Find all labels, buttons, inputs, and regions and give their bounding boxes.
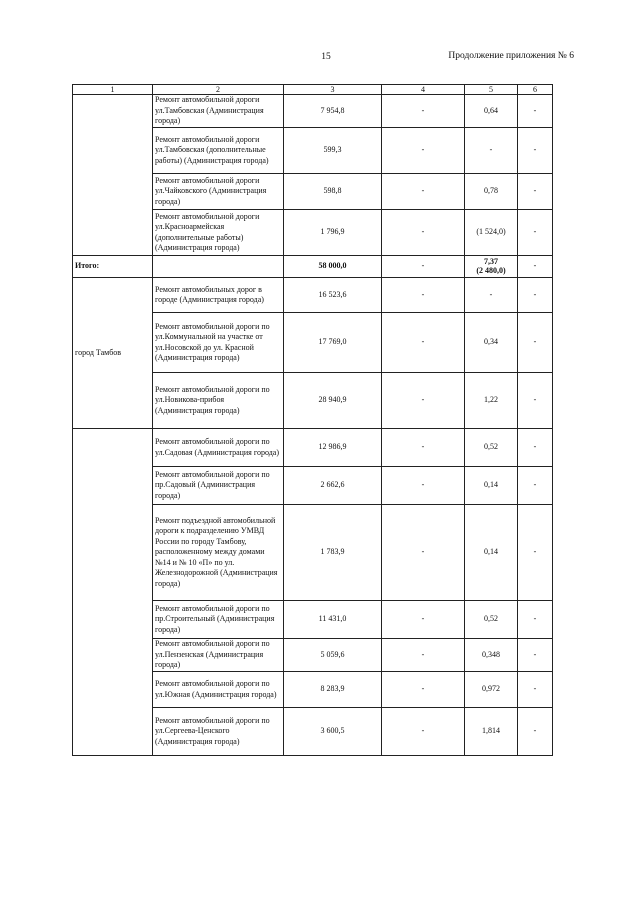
value-cell: 0,348 [465, 639, 518, 672]
value-cell: - [382, 708, 465, 756]
work-description: Ремонт автомобильной дороги ул.Тамбовская (Администрация города) [153, 95, 284, 128]
total-percent-line1: 7,37 [483, 256, 498, 266]
value-cell: - [518, 313, 553, 373]
city-cell: город Тамбов [73, 278, 153, 429]
amount-cell: 11 431,0 [284, 601, 382, 639]
value-cell: - [518, 373, 553, 429]
empty-cell [73, 95, 153, 256]
value-cell: - [382, 278, 465, 313]
value-cell: - [518, 95, 553, 128]
value-cell: - [382, 128, 465, 174]
value-cell: - [382, 505, 465, 601]
work-description: Ремонт автомобильной дороги по ул.Новикова-прибоя (Администрация города) [153, 373, 284, 429]
amount-cell: 7 954,8 [284, 95, 382, 128]
work-description: Ремонт автомобильной дороги по ул.Южная (Администрация города) [153, 672, 284, 708]
work-description: Ремонт автомобильных дорог в городе (Администрация города) [153, 278, 284, 313]
total-label: Итого: [73, 256, 153, 278]
value-cell: - [518, 672, 553, 708]
column-number: 3 [284, 85, 382, 95]
value-cell: 0,64 [465, 95, 518, 128]
value-cell: - [518, 601, 553, 639]
total-row [73, 256, 553, 278]
value-cell: - [382, 601, 465, 639]
value-cell: - [518, 505, 553, 601]
value-cell: - [382, 95, 465, 128]
value-cell: - [382, 429, 465, 467]
value-cell: - [465, 128, 518, 174]
column-number-row [73, 85, 553, 95]
table-row [73, 278, 553, 313]
work-description: Ремонт автомобильной дороги по ул.Сергеева-Ценского (Администрация города) [153, 708, 284, 756]
value-cell: (1 524,0) [465, 210, 518, 256]
value-cell: - [382, 467, 465, 505]
value-cell: 0,14 [465, 505, 518, 601]
amount-cell: 16 523,6 [284, 278, 382, 313]
total-percent-line2: (2 480,0) [476, 265, 506, 275]
value-cell: - [518, 174, 553, 210]
value-cell: - [382, 639, 465, 672]
table-row [73, 429, 553, 467]
column-number: 1 [73, 85, 153, 95]
work-description: Ремонт автомобильной дороги ул.Чайковского (Администрация города) [153, 174, 284, 210]
value-cell: 1,22 [465, 373, 518, 429]
value-cell: - [518, 128, 553, 174]
total-amount: 58 000,0 [284, 256, 382, 278]
work-description: Ремонт автомобильной дороги по пр.Садовый (Администрация города) [153, 467, 284, 505]
amount-cell: 598,8 [284, 174, 382, 210]
work-description: Ремонт подъездной автомобильной дороги к подразделению УМВД России по городу Тамбову, расположенному между домами №14 и № 10 «П» по ул. Железнодорожной (Администрация города) [153, 505, 284, 601]
continuation-label: Продолжение приложения № 6 [448, 51, 574, 61]
column-number: 6 [518, 85, 553, 95]
column-number: 4 [382, 85, 465, 95]
value-cell: - [518, 429, 553, 467]
value-cell: 0,972 [465, 672, 518, 708]
value-cell: - [382, 373, 465, 429]
value-cell: 0,14 [465, 467, 518, 505]
amount-cell: 17 769,0 [284, 313, 382, 373]
page-number: 15 [321, 52, 331, 62]
work-description: Ремонт автомобильной дороги по ул.Садовая (Администрация города) [153, 429, 284, 467]
amount-cell: 8 283,9 [284, 672, 382, 708]
work-description: Ремонт автомобильной дороги ул.Красноармейская (дополнительные работы) (Администрация города) [153, 210, 284, 256]
value-cell: - [382, 174, 465, 210]
work-description: Ремонт автомобильной дороги ул.Тамбовская (дополнительные работы) (Администрация города) [153, 128, 284, 174]
value-cell: 1,814 [465, 708, 518, 756]
value-cell: - [518, 278, 553, 313]
work-description: Ремонт автомобильной дороги по ул.Пензенская (Администрация города) [153, 639, 284, 672]
value-cell: - [518, 210, 553, 256]
value-cell: 0,52 [465, 601, 518, 639]
amount-cell: 28 940,9 [284, 373, 382, 429]
value-cell: - [382, 313, 465, 373]
value-cell: 0,52 [465, 429, 518, 467]
value-cell: - [518, 467, 553, 505]
work-description: Ремонт автомобильной дороги по ул.Коммунальной на участке от ул.Носовской до ул. Красной (Администрация города) [153, 313, 284, 373]
value-cell: - [518, 256, 553, 278]
amount-cell: 599,3 [284, 128, 382, 174]
value-cell: 0,78 [465, 174, 518, 210]
value-cell: - [382, 672, 465, 708]
appendix-table [72, 84, 553, 756]
work-description: Ремонт автомобильной дороги по пр.Строительный (Администрация города) [153, 601, 284, 639]
value-cell: - [518, 708, 553, 756]
column-number: 2 [153, 85, 284, 95]
table-row [73, 95, 553, 128]
empty-cell [73, 429, 153, 756]
column-number: 5 [465, 85, 518, 95]
empty-cell [153, 256, 284, 278]
value-cell: - [465, 278, 518, 313]
value-cell: - [382, 256, 465, 278]
value-cell: 0,34 [465, 313, 518, 373]
amount-cell: 1 796,9 [284, 210, 382, 256]
amount-cell: 1 783,9 [284, 505, 382, 601]
amount-cell: 3 600,5 [284, 708, 382, 756]
total-percent [465, 256, 518, 278]
value-cell: - [382, 210, 465, 256]
amount-cell: 5 059,6 [284, 639, 382, 672]
amount-cell: 12 986,9 [284, 429, 382, 467]
value-cell: - [518, 639, 553, 672]
amount-cell: 2 662,6 [284, 467, 382, 505]
